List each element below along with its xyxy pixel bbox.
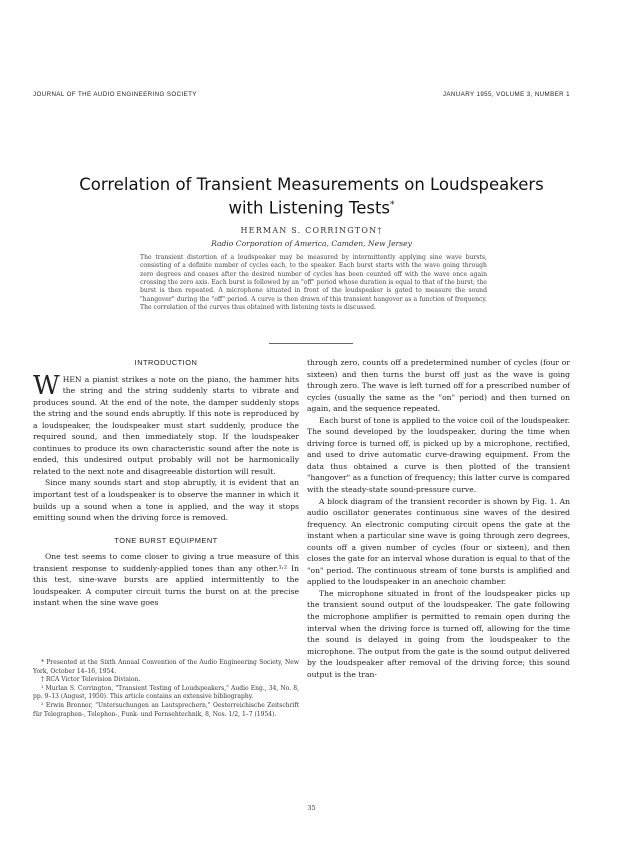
page-number: 35: [307, 804, 316, 812]
footnotes: [33, 659, 299, 719]
footnote-affiliation: † RCA Victor Television Division.: [41, 676, 141, 684]
right-column: [307, 357, 570, 680]
right-paragraph-2: Each burst of tone is applied to the voice coil of the loudspeaker. The sound developed by the loudspeaker, during the time when driving force is turned off, is picked up by a microphone, rectified, and used to drive automatic curve-drawing equipment. From the data thus obtained a curve is then plotted of the transient "hangover" as a function of frequency; this latter curve is compared with the steady-state sound-pressure curve.: [307, 415, 570, 495]
tone-burst-heading: TONE BURST EQUIPMENT: [114, 535, 218, 545]
right-paragraph-1: through zero, counts off a predetermined number of cycles (four or sixteen) and then turns the burst off just as the wave is going through zero. The wave is left turned off for a prescribed number of cycles (usually the same as the "on" period) and then turned on again, and the sequence repeated.: [307, 358, 570, 414]
intro-paragraph-1-text: HEN a pianist strikes a note on the piano, the hammer hits the string and the string suddenly starts to vibrate and produces sound. At the end of the note, the damper suddenly stops the string and the sound ends abruptly. If this note is reproduced by a loudspeaker, the loudspeaker must start suddenly, produce the required sound, and then immediately stop. If the loudspeaker continues to produce its own characteristic sound after the note is ended, this undesired output probably will not be harmonically related to the next note and disagreeable distortion will result.: [33, 374, 299, 476]
section-divider: [269, 343, 353, 344]
intro-paragraph-2: Since many sounds start and stop abruptly, it is evident that an important test of a loudspeaker is to observe the manner in which it builds up a sound when a tone is applied, and the way it stops emitting sound when the driving force is removed.: [33, 478, 299, 523]
right-paragraph-3: A block diagram of the transient recorder is shown by Fig. 1. An audio oscillator generates continuous sine waves of the desired frequency. An electronic computing circuit opens the gate at the instant when a particular sine wave is going through zero degrees, counts off a given number of cycles (four or sixteen), and then closes the gate for an interval whose duration is equal to that of the "on" period. The continuous stream of tone bursts is amplified and applied to the loudspeaker in an anechoic chamber.: [307, 496, 570, 587]
tone-burst-paragraph: One test seems to come closer to giving a true measure of this transient response to suddenly-applied tones than any other.¹˒² In this test, sine-wave bursts are applied intermittently to the loudspeaker. A computer circuit turns the burst on at the precise instant when the sine wave goes: [33, 552, 299, 608]
author-affiliation: Radio Corporation of America, Camden, New Jersey: [211, 239, 412, 248]
introduction-heading: INTRODUCTION: [134, 358, 198, 367]
title-footnote-mark: *: [390, 200, 395, 210]
drop-cap: W: [33, 370, 60, 401]
journal-name: JOURNAL OF THE AUDIO ENGINEERING SOCIETY: [33, 91, 197, 98]
title-line-2-text: with Listening Tests: [228, 198, 391, 218]
footnote-ref-1: ¹ Murlan S. Corrington, "Transient Testing of Loudspeakers," Audio Eng., 34, No. 8, pp. 9–13 (August, 1950). This article contains an extensive bibliography.: [33, 684, 299, 701]
title-line-2: [0, 195, 623, 219]
issue-info: JANUARY 1955, VOLUME 3, NUMBER 1: [442, 91, 570, 98]
footnote-ref-2: ² Erwin Brenner, "Untersuchungen an Lautsprechern," Oesterreichische Zeitschrift für Telegraphen-, Telephon-, Funk- und Fernsehtechnik, 8, Nos. 1/2, 1–7 (1954).: [33, 701, 299, 718]
running-head: [33, 91, 570, 98]
author-name: HERMAN S. CORRINGTON†: [240, 226, 383, 235]
intro-paragraph-1: [33, 370, 299, 478]
title-line-1: Correlation of Transient Measurements on Loudspeakers: [79, 175, 544, 194]
footnote-presented: * Presented at the Sixth Annual Convention of the Audio Engineering Society, New York, October 14–16, 1954.: [33, 659, 299, 675]
article-title: [0, 174, 623, 219]
abstract: The transient distortion of a loudspeaker may be measured by intermittently applying sine wave bursts, consisting of a definite number of cycles each, to the speaker. Each burst starts with the wave going through zero degrees and ceases after the desired number of cycles has been counted off with the wave once again crossing the zero axis. Each burst is followed by an "off" period whose duration is equal to that of the burst; the burst is then repeated. A microphone situated in front of the loudspeaker is gated to measure the sound "hangover" during the "off" period. A curve is then drawn of this transient hangover as a function of frequency. The correlation of the curves thus obtained with listening tests is discussed.: [140, 254, 487, 312]
right-paragraph-4: The microphone situated in front of the loudspeaker picks up the transient sound output of the loudspeaker. The gate following the microphone amplifier is permitted to remain open during the interval when the driving force is turned off, allowing for the time the sound is delayed in going from the loudspeaker to the microphone. The output from the gate is the sound output delivered by the loudspeaker after removal of the driving force; this sound output is the tran-: [307, 588, 570, 679]
left-column: [33, 357, 299, 609]
